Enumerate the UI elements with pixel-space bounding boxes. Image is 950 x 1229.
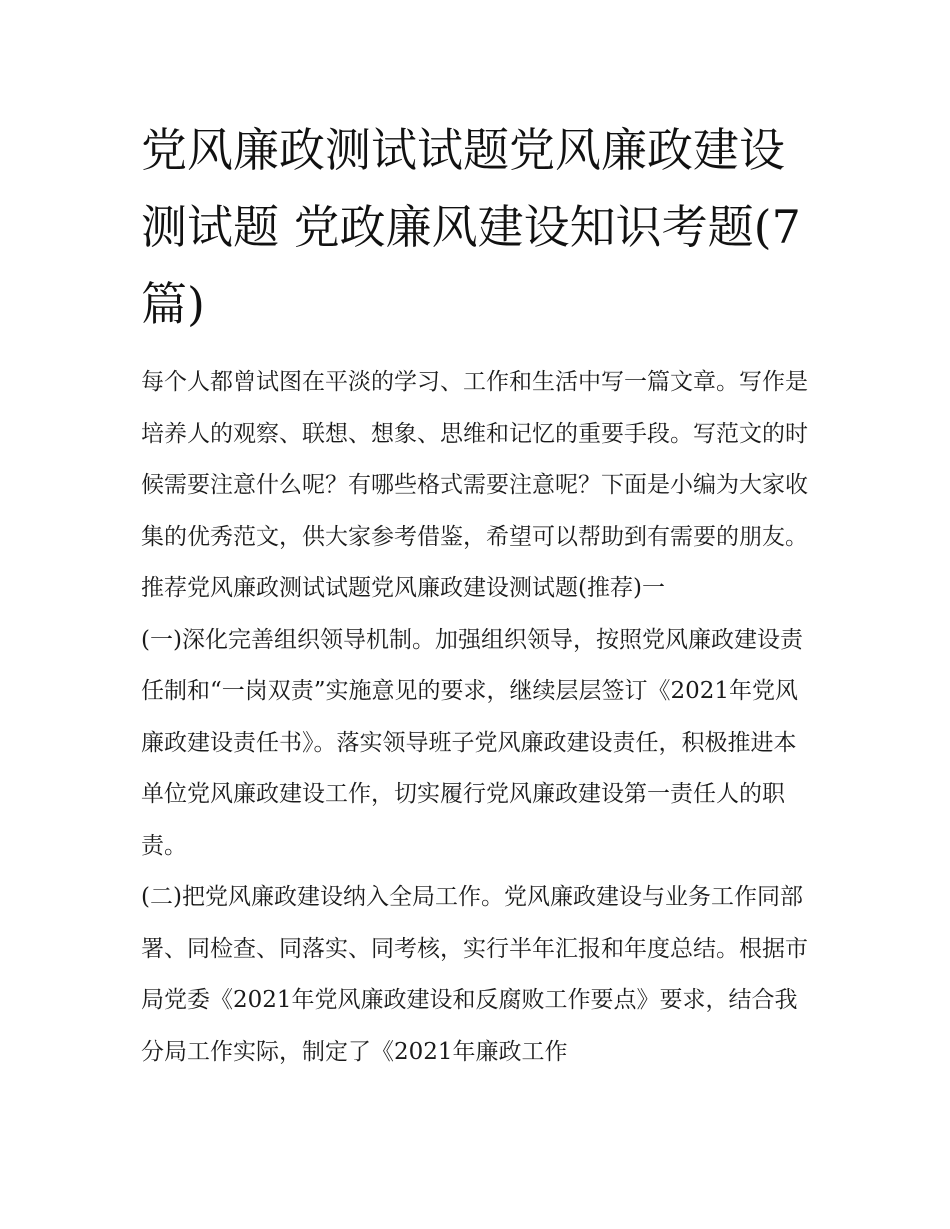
- body-paragraph-1: (一)深化完善组织领导机制。加强组织领导，按照党风廉政建设责任制和“一岗双责”实施意见的要求，继续层层签订《2021年党风廉政建设责任书》。落实领导班子党风廉政建设责任，积极推进本单位党风廉政建设工作，切实履行党风廉政建设第一责任人的职责。: [141, 626, 803, 859]
- section-heading: 推荐党风廉政测试试题党风廉政建设测试题(推荐)一: [141, 575, 665, 601]
- document-page: [141, 112, 817, 1078]
- document-title: 党风廉政测试试题党风廉政建设测试题 党政廉风建设知识考题(7篇): [141, 123, 801, 331]
- document-body: [141, 357, 817, 1078]
- body-paragraph-2: (二)把党风廉政建设纳入全局工作。党风廉政建设与业务工作同部署、同检查、同落实、同考核，实行半年汇报和年度总结。根据市局党委《2021年党风廉政建设和反腐败工作要点》要求，结合我分局工作实际，制定了《2021年廉政工作: [141, 884, 808, 1065]
- intro-paragraph: 每个人都曾试图在平淡的学习、工作和生活中写一篇文章。写作是培养人的观察、联想、想象、思维和记忆的重要手段。写范文的时候需要注意什么呢？有哪些格式需要注意呢？下面是小编为大家收集的优秀范文，供大家参考借鉴，希望可以帮助到有需要的朋友。: [141, 369, 808, 550]
